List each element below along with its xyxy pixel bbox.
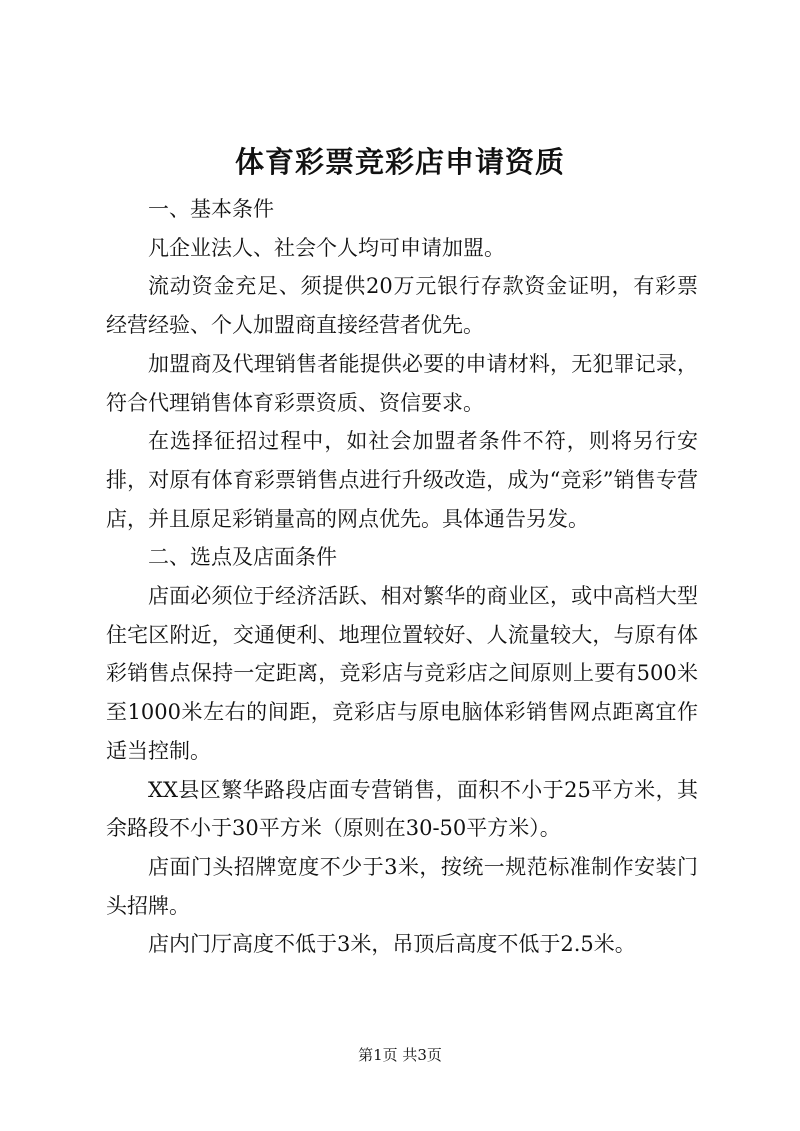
paragraph: XX县区繁华路段店面专营销售，面积不小于25平方米，其余路段不小于30平方米（原则在30-50平方米）。	[106, 777, 698, 841]
section-heading-site-conditions: 二、选点及店面条件	[148, 545, 337, 570]
section-heading-basic-conditions: 一、基本条件	[148, 197, 274, 221]
paragraph: 店面必须位于经济活跃、相对繁华的商业区，或中高档大型住宅区附近，交通便利、地理位置较好、人流量较大，与原有体彩销售点保持一定距离，竞彩店与竞彩店之间原则上要有500米至1000米左右的间距，竞彩店与原电脑体彩销售网点距离宜作适当控制。	[106, 584, 698, 763]
paragraph: 流动资金充足、须提供20万元银行存款资金证明，有彩票经营经验、个人加盟商直接经营者优先。	[106, 274, 698, 338]
paragraph: 凡企业法人、社会个人均可申请加盟。	[148, 235, 505, 260]
paragraph: 店内门厅高度不低于3米，吊顶后高度不低于2.5米。	[148, 932, 636, 957]
document-body	[106, 190, 698, 964]
paragraph: 在选择征招过程中，如社会加盟者条件不符，则将另行安排，对原有体育彩票销售点进行升级改造，成为“竞彩”销售专营店，并且原足彩销量高的网点优先。具体通告另发。	[106, 429, 698, 531]
document-title: 体育彩票竞彩店申请资质	[234, 145, 565, 179]
paragraph: 店面门头招牌宽度不少于3米，按统一规范标准制作安装门头招牌。	[106, 854, 698, 918]
page-footer: 第1页 共3页	[358, 1046, 442, 1064]
paragraph: 加盟商及代理销售者能提供必要的申请材料，无犯罪记录，符合代理销售体育彩票资质、资信要求。	[106, 351, 698, 415]
